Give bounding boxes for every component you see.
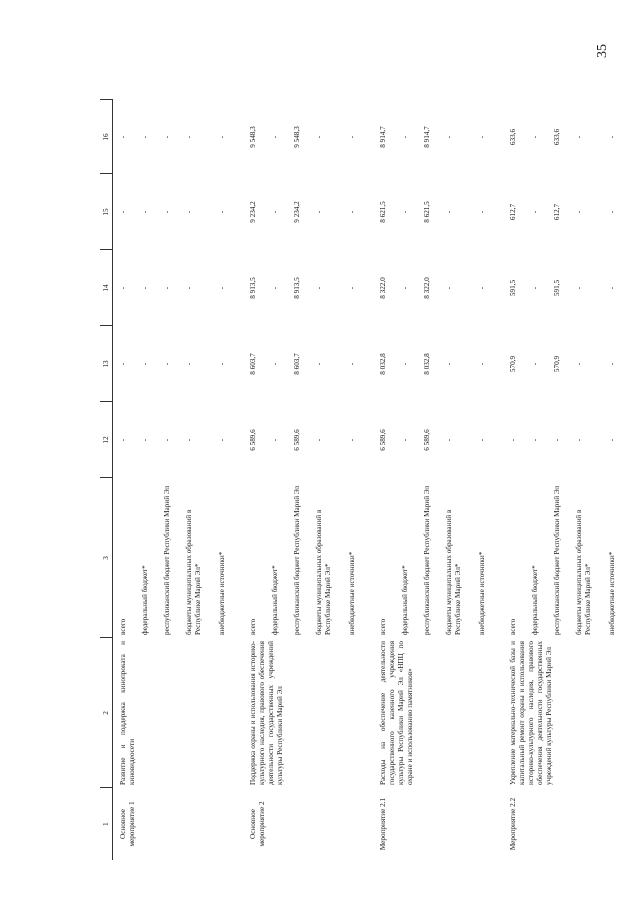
amount-value: 570,9 bbox=[553, 355, 561, 373]
budget-table bbox=[100, 100, 633, 861]
year-value-column bbox=[373, 250, 503, 326]
header-cell: 2 bbox=[100, 638, 113, 788]
amount-value: - bbox=[163, 135, 171, 139]
amount-value: - bbox=[531, 286, 539, 290]
year-value-column bbox=[113, 250, 244, 326]
amount-value: - bbox=[185, 286, 193, 290]
amount-value: 9 548,3 bbox=[293, 126, 301, 148]
amount-value: - bbox=[271, 135, 279, 139]
amount-value: 612,7 bbox=[509, 203, 517, 221]
year-value-column bbox=[373, 174, 503, 250]
measure-name: Укрепление материально-технической базы и капитальный ремонт охраны и использования историко-культурного наследия, правового обеспечения деятельности государственных учреждений культуры Республики Марий Эл bbox=[509, 641, 553, 785]
amount-value: 8 603,7 bbox=[293, 353, 301, 375]
amount-value: 8 032,8 bbox=[379, 353, 387, 375]
amount-value: 8 621,5 bbox=[379, 201, 387, 223]
funding-source-label: бюджеты муниципальных образований в Республике Марий Эл* bbox=[575, 509, 592, 635]
header-cell: 12 bbox=[100, 402, 113, 478]
amount-value: - bbox=[401, 286, 409, 290]
amount-value: 9 234,2 bbox=[293, 201, 301, 223]
header-cell: 13 bbox=[100, 326, 113, 402]
funding-source-label: бюджеты муниципальных образований в Республике Марий Эл* bbox=[315, 509, 332, 635]
amount-value: 612,7 bbox=[553, 203, 561, 221]
year-value-column bbox=[503, 402, 633, 478]
table-row bbox=[243, 100, 373, 860]
amount-value: 9 234,2 bbox=[249, 201, 257, 223]
amount-value: - bbox=[119, 286, 127, 290]
amount-value: 8 914,7 bbox=[379, 126, 387, 148]
amount-value: - bbox=[315, 135, 323, 139]
amount-value: - bbox=[271, 286, 279, 290]
year-value-column bbox=[373, 326, 503, 402]
amount-value: - bbox=[575, 286, 583, 290]
amount-value: - bbox=[401, 362, 409, 366]
funding-source-label: внебюджетные источники* bbox=[478, 551, 486, 635]
amount-value: 6 589,6 bbox=[249, 429, 257, 451]
amount-value: - bbox=[271, 438, 279, 442]
funding-source-label: внебюджетные источники* bbox=[218, 551, 226, 635]
amount-value: - bbox=[141, 135, 149, 139]
amount-value: - bbox=[478, 362, 486, 366]
amount-value: - bbox=[348, 286, 356, 290]
amount-value: - bbox=[348, 438, 356, 442]
funding-source-label: республиканский бюджет Республики Марий Эл bbox=[293, 485, 301, 635]
header-cell: 14 bbox=[100, 250, 113, 326]
amount-value: - bbox=[575, 438, 583, 442]
amount-value: - bbox=[141, 362, 149, 366]
amount-value: 6 589,6 bbox=[423, 429, 431, 451]
measure-code: Мероприятие 2.1 bbox=[379, 797, 387, 851]
measure-name: Поддержка охраны и использования историко-культурного наследия, правового обеспечения деятельности государственных учреждений культуры Республики Марий Эл bbox=[249, 641, 284, 785]
table-header-row bbox=[100, 100, 113, 860]
amount-value: 633,6 bbox=[553, 128, 561, 146]
funding-source-label: бюджеты муниципальных образований в Республике Марий Эл* bbox=[185, 509, 202, 635]
amount-value: - bbox=[185, 362, 193, 366]
amount-value: 8 913,5 bbox=[249, 277, 257, 299]
amount-value: - bbox=[141, 286, 149, 290]
amount-value: - bbox=[608, 286, 616, 290]
amount-value: - bbox=[445, 135, 453, 139]
amount-value: - bbox=[531, 362, 539, 366]
funding-sources bbox=[503, 478, 633, 638]
amount-value: - bbox=[531, 438, 539, 442]
amount-value: - bbox=[271, 362, 279, 366]
amount-value: 8 621,5 bbox=[423, 201, 431, 223]
measure-code: Основное мероприятие 1 bbox=[119, 801, 136, 847]
amount-value: - bbox=[348, 135, 356, 139]
amount-value: - bbox=[401, 210, 409, 214]
page-number: 35 bbox=[595, 44, 610, 58]
amount-value: 8 322,0 bbox=[423, 277, 431, 299]
amount-value: 591,5 bbox=[509, 279, 517, 297]
amount-value: - bbox=[509, 438, 517, 442]
amount-value: - bbox=[141, 438, 149, 442]
amount-value: - bbox=[553, 438, 561, 442]
amount-value: - bbox=[163, 210, 171, 214]
year-value-column bbox=[243, 100, 373, 174]
funding-source-label: республиканский бюджет Республики Марий Эл bbox=[423, 485, 431, 635]
funding-source-label: республиканский бюджет Республики Марий Эл bbox=[163, 485, 171, 635]
amount-value: - bbox=[531, 135, 539, 139]
amount-value: - bbox=[478, 438, 486, 442]
funding-source-label: всего bbox=[509, 618, 517, 635]
table-row bbox=[113, 100, 244, 860]
measure-name: Расходы на обеспечение деятельности государственного казенного учреждения культуры Республики Марий Эл «НПЦ по охране и использованию памятников» bbox=[379, 641, 414, 785]
amount-value: - bbox=[119, 210, 127, 214]
amount-value: - bbox=[445, 438, 453, 442]
year-value-column bbox=[113, 100, 244, 174]
year-value-column bbox=[113, 174, 244, 250]
amount-value: - bbox=[445, 362, 453, 366]
amount-value: - bbox=[315, 438, 323, 442]
rotated-table-wrapper bbox=[100, 100, 616, 860]
year-value-column bbox=[113, 326, 244, 402]
amount-value: - bbox=[401, 135, 409, 139]
year-value-column bbox=[503, 250, 633, 326]
amount-value: - bbox=[445, 210, 453, 214]
amount-value: 633,6 bbox=[509, 128, 517, 146]
funding-source-label: внебюджетные источники* bbox=[608, 551, 616, 635]
funding-source-label: всего bbox=[379, 618, 387, 635]
amount-value: - bbox=[271, 210, 279, 214]
amount-value: - bbox=[119, 362, 127, 366]
amount-value: - bbox=[119, 135, 127, 139]
funding-source-label: федеральный бюджет* bbox=[271, 565, 279, 635]
amount-value: - bbox=[608, 362, 616, 366]
amount-value: - bbox=[575, 135, 583, 139]
amount-value: - bbox=[218, 438, 226, 442]
header-cell: 1 bbox=[100, 788, 113, 860]
amount-value: 570,9 bbox=[509, 355, 517, 373]
amount-value: - bbox=[218, 362, 226, 366]
amount-value: - bbox=[401, 438, 409, 442]
amount-value: - bbox=[531, 210, 539, 214]
table-row bbox=[503, 100, 633, 860]
amount-value: - bbox=[445, 286, 453, 290]
header-cell: 15 bbox=[100, 174, 113, 250]
amount-value: - bbox=[119, 438, 127, 442]
year-value-column bbox=[503, 174, 633, 250]
amount-value: - bbox=[218, 135, 226, 139]
year-value-column bbox=[503, 100, 633, 174]
amount-value: 9 548,3 bbox=[249, 126, 257, 148]
amount-value: - bbox=[608, 210, 616, 214]
amount-value: - bbox=[218, 286, 226, 290]
funding-source-label: всего bbox=[119, 618, 127, 635]
amount-value: 8 913,5 bbox=[293, 277, 301, 299]
table-row bbox=[373, 100, 503, 860]
amount-value: - bbox=[478, 135, 486, 139]
amount-value: 8 322,0 bbox=[379, 277, 387, 299]
amount-value: - bbox=[315, 210, 323, 214]
year-value-column bbox=[373, 402, 503, 478]
amount-value: - bbox=[141, 210, 149, 214]
funding-source-label: федеральный бюджет* bbox=[531, 565, 539, 635]
funding-source-label: федеральный бюджет* bbox=[141, 565, 149, 635]
amount-value: 8 032,8 bbox=[423, 353, 431, 375]
header-cell: 16 bbox=[100, 100, 113, 174]
funding-source-label: федеральный бюджет* bbox=[401, 565, 409, 635]
measure-code: Основное мероприятие 2 bbox=[249, 801, 266, 847]
funding-source-label: республиканский бюджет Республики Марий Эл bbox=[553, 485, 561, 635]
year-value-column bbox=[243, 402, 373, 478]
amount-value: - bbox=[575, 362, 583, 366]
year-value-column bbox=[243, 174, 373, 250]
header-cell: 3 bbox=[100, 478, 113, 638]
amount-value: - bbox=[185, 438, 193, 442]
amount-value: - bbox=[575, 210, 583, 214]
amount-value: - bbox=[478, 210, 486, 214]
amount-value: - bbox=[348, 362, 356, 366]
amount-value: - bbox=[608, 438, 616, 442]
amount-value: 591,5 bbox=[553, 279, 561, 297]
year-value-column bbox=[373, 100, 503, 174]
amount-value: - bbox=[163, 286, 171, 290]
amount-value: 6 589,6 bbox=[293, 429, 301, 451]
amount-value: 6 589,6 bbox=[379, 429, 387, 451]
funding-source-label: всего bbox=[249, 618, 257, 635]
amount-value: - bbox=[348, 210, 356, 214]
funding-source-label: внебюджетные источники* bbox=[348, 551, 356, 635]
year-value-column bbox=[113, 402, 244, 478]
amount-value: - bbox=[163, 362, 171, 366]
amount-value: - bbox=[608, 135, 616, 139]
amount-value: - bbox=[315, 362, 323, 366]
amount-value: - bbox=[185, 210, 193, 214]
amount-value: 8 914,7 bbox=[423, 126, 431, 148]
year-value-column bbox=[243, 326, 373, 402]
measure-name: Развитие и поддержка кинопроката и киновидеосети bbox=[119, 641, 136, 785]
amount-value: - bbox=[163, 438, 171, 442]
year-value-column bbox=[503, 326, 633, 402]
amount-value: - bbox=[185, 135, 193, 139]
year-value-column bbox=[243, 250, 373, 326]
amount-value: - bbox=[218, 210, 226, 214]
amount-value: 8 603,7 bbox=[249, 353, 257, 375]
measure-code: Мероприятие 2.2 bbox=[509, 797, 517, 851]
funding-sources bbox=[373, 478, 503, 638]
funding-sources bbox=[113, 478, 244, 638]
funding-sources bbox=[243, 478, 373, 638]
amount-value: - bbox=[315, 286, 323, 290]
funding-source-label: бюджеты муниципальных образований в Республике Марий Эл* bbox=[445, 509, 462, 635]
amount-value: - bbox=[478, 286, 486, 290]
